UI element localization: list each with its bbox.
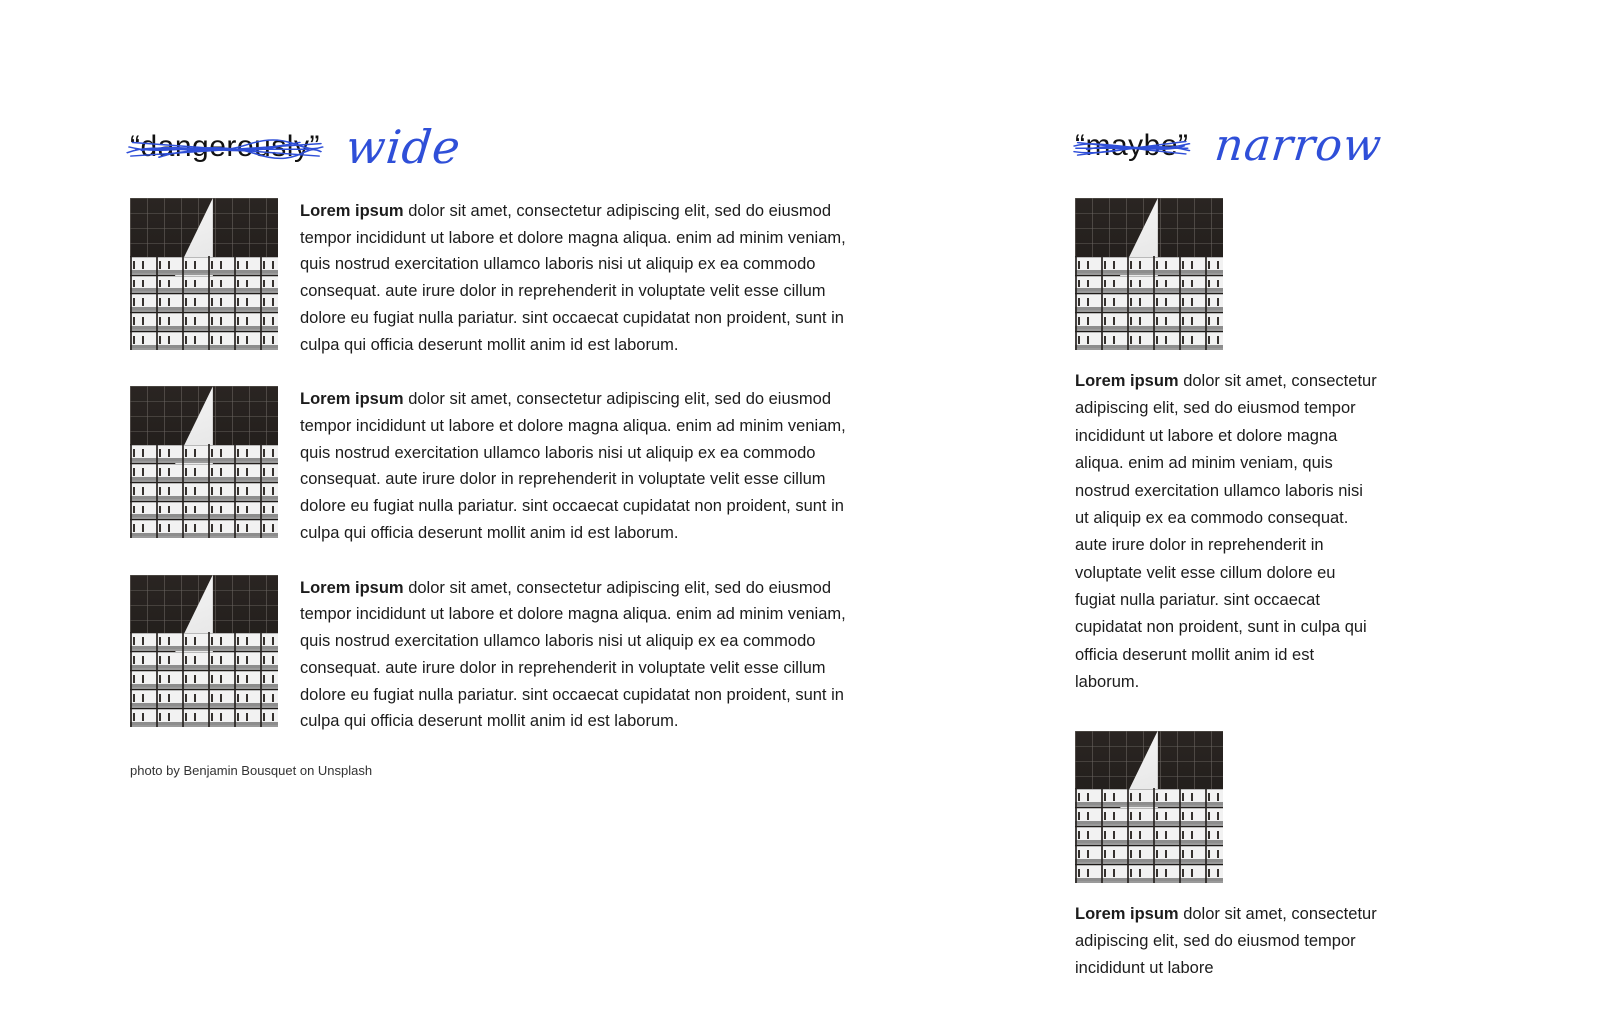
wide-text-body <box>300 198 860 358</box>
wide-content-block <box>130 575 860 735</box>
photo-thumbnail <box>130 386 278 538</box>
paragraph-lead: Lorem ipsum <box>300 202 404 220</box>
wide-heading <box>130 120 860 198</box>
narrow-heading-handwriting: narrow <box>1212 120 1385 171</box>
paragraph <box>300 386 860 546</box>
wide-heading-struck-label: “dangerously” <box>130 130 320 163</box>
paragraph-rest: dolor sit amet, consectetur adipiscing elit, sed do eiusmod tempor incididunt ut labore et dolore magna aliqua. enim ad minim veniam, quis nostrud exercitation ullamco laboris nisi ut aliquip ex ea commodo consequat. aute irure dolor in reprehenderit in voluptate velit esse cillum dolore eu fugiat nulla pariatur. sint occaecat cupidatat non proident, sunt in culpa qui officia deserunt mollit anim id est laborum. <box>300 202 846 354</box>
wide-column <box>130 120 860 778</box>
paragraph <box>300 198 860 358</box>
paragraph <box>300 575 860 735</box>
photo-thumbnail <box>1075 731 1223 883</box>
photo-thumbnail <box>130 575 278 727</box>
narrow-text-body <box>1075 368 1380 697</box>
paragraph-rest: dolor sit amet, consectetur adipiscing elit, sed do eiusmod tempor incididunt ut labore et dolore magna aliqua. enim ad minim veniam, quis nostrud exercitation ullamco laboris nisi ut aliquip ex ea commodo consequat. aute irure dolor in reprehenderit in voluptate velit esse cillum dolore eu fugiat nulla pariatur. sint occaecat cupidatat non proident, sunt in culpa qui officia deserunt mollit anim id est laborum. <box>1075 372 1377 692</box>
wide-content-block <box>130 386 860 546</box>
wide-text-body <box>300 575 860 735</box>
paragraph-lead: Lorem ipsum <box>1075 372 1179 390</box>
narrow-content-block <box>1075 198 1455 697</box>
wide-heading-struck-text <box>130 130 320 164</box>
wide-text-body <box>300 386 860 546</box>
paragraph-lead: Lorem ipsum <box>300 578 404 597</box>
photo-credit: photo by Benjamin Bousquet on Unsplash <box>130 762 373 778</box>
photo-thumbnail <box>130 198 278 350</box>
paragraph <box>1075 368 1380 697</box>
paragraph-rest: dolor sit amet, consectetur adipiscing elit, sed do eiusmod tempor incididunt ut labore <box>1075 904 1377 978</box>
narrow-column <box>1075 120 1455 1017</box>
paragraph-rest: dolor sit amet, consectetur adipiscing elit, sed do eiusmod tempor incididunt ut labore et dolore magna aliqua. enim ad minim veniam, quis nostrud exercitation ullamco laboris nisi ut aliquip ex ea commodo consequat. aute irure dolor in reprehenderit in voluptate velit esse cillum dolore eu fugiat nulla pariatur. sint occaecat cupidatat non proident, sunt in culpa qui officia deserunt mollit anim id est laborum. <box>300 390 846 542</box>
narrow-heading <box>1075 120 1455 198</box>
narrow-text-body <box>1075 901 1380 983</box>
paragraph-lead: Lorem ipsum <box>1075 904 1179 923</box>
paragraph-rest: dolor sit amet, consectetur adipiscing elit, sed do eiusmod tempor incididunt ut labore et dolore magna aliqua. enim ad minim veniam, quis nostrud exercitation ullamco laboris nisi ut aliquip ex ea commodo consequat. aute irure dolor in reprehenderit in voluptate velit esse cillum dolore eu fugiat nulla pariatur. sint occaecat cupidatat non proident, sunt in culpa qui officia deserunt mollit anim id est laborum. <box>300 578 846 731</box>
paragraph-lead: Lorem ipsum <box>300 390 404 409</box>
narrow-heading-struck-text <box>1075 129 1189 163</box>
narrow-content-block <box>1075 731 1455 983</box>
wide-content-block <box>130 198 860 358</box>
wide-heading-handwriting: wide <box>343 120 464 174</box>
narrow-heading-struck-label: “maybe” <box>1075 128 1189 162</box>
photo-thumbnail <box>1075 198 1223 350</box>
paragraph <box>1075 901 1380 983</box>
